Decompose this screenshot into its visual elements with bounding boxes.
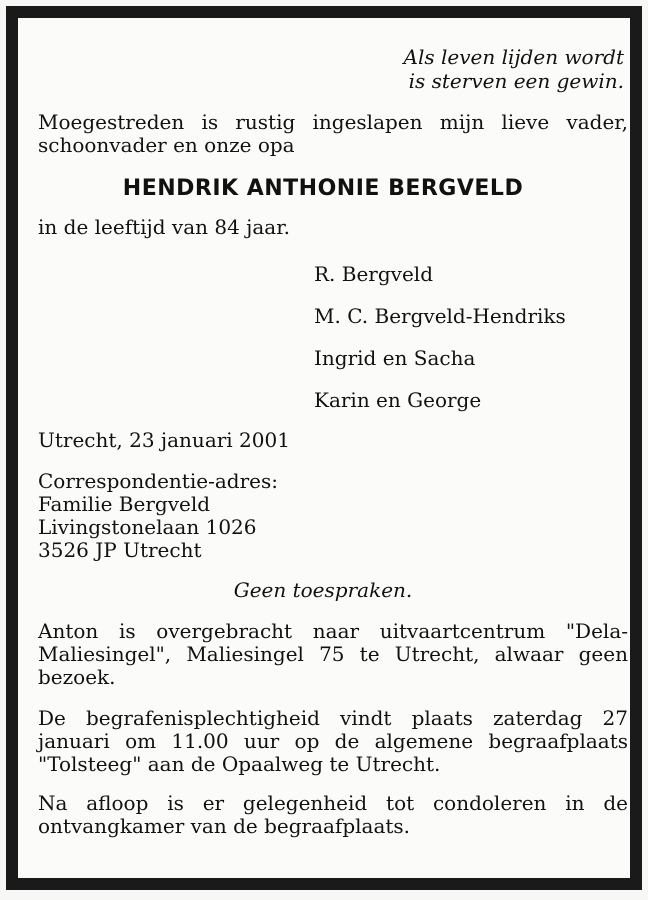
obituary-content (38, 30, 628, 838)
signer-1: R. Bergveld (314, 262, 434, 286)
funeral-text: De begrafenisplechtigheid vindt plaats zaterdag 27 januari om 11.00 uur op de algemene begraafplaats "Tolsteeg" aan de Opaalweg te Utrecht. (38, 706, 628, 776)
condolence-text: Na afloop is er gelegenheid tot condoleren in de ontvangkamer van de begraafplaats. (38, 791, 628, 838)
motto-line-2: is sterven een gewin. (408, 69, 624, 93)
address-street: Livingstonelaan 1026 (38, 515, 257, 539)
signer-4: Karin en George (314, 388, 482, 412)
obituary-frame (6, 6, 642, 890)
deceased-name: HENDRIK ANTHONIE BERGVELD (122, 176, 524, 201)
intro-text: Moegestreden is rustig ingeslapen mijn lieve vader, schoonvader en onze opa (38, 110, 628, 157)
signers-list (314, 253, 628, 421)
transfer-text: Anton is overgebracht naar uitvaartcentrum "Dela-Maliesingel", Maliesingel 75 te Utrecht, alwaar geen bezoek. (38, 619, 628, 689)
motto (38, 45, 624, 93)
address-city: 3526 JP Utrecht (38, 538, 202, 562)
no-speeches-note: Geen toespraken. (233, 578, 413, 602)
signer-2: M. C. Bergveld-Hendriks (314, 304, 566, 328)
age-line: in de leeftijd van 84 jaar. (38, 215, 290, 239)
motto-line-1: Als leven lijden wordt (403, 45, 624, 69)
signer-3: Ingrid en Sacha (314, 346, 476, 370)
address-label: Correspondentie-adres: (38, 469, 278, 493)
place-date: Utrecht, 23 januari 2001 (38, 428, 290, 452)
correspondence-address (38, 470, 628, 562)
address-name: Familie Bergveld (38, 492, 211, 516)
